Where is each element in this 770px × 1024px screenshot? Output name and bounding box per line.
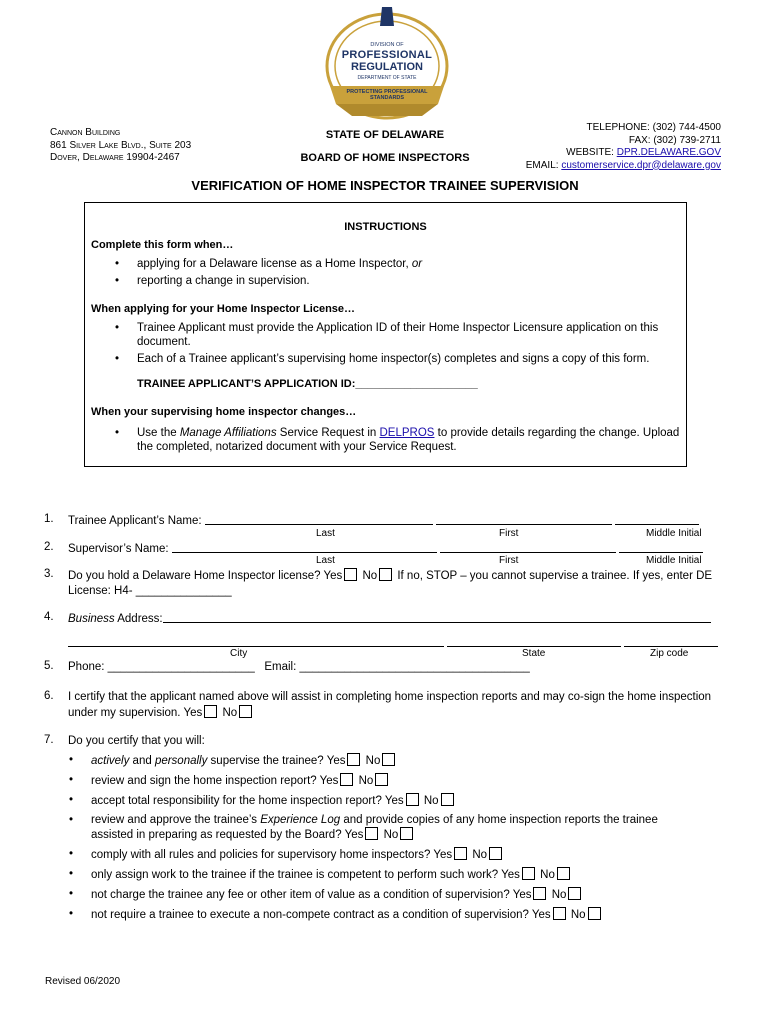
- q7-2-yes-checkbox[interactable]: [340, 773, 353, 786]
- complete-when-list: [91, 257, 681, 291]
- q2-mi-label: Middle Initial: [646, 555, 702, 566]
- q3-row: Do you hold a Delaware Home Inspector license? Yes No If no, STOP – you cannot supervise a trainee. If yes, enter DE License: H4- _______________: [68, 570, 713, 597]
- q4-number: 4.: [44, 611, 54, 623]
- q7-7-yes-checkbox[interactable]: [533, 887, 546, 900]
- q7-item-3: • accept total responsibility for the home inspection report? Yes No: [45, 793, 695, 808]
- q7-4-no-checkbox[interactable]: [400, 827, 413, 840]
- phone-field[interactable]: Phone: _______________________: [68, 661, 255, 673]
- instructions-box: [84, 202, 687, 467]
- changes-list: [91, 426, 681, 457]
- delpros-link[interactable]: DELPROS: [379, 427, 435, 439]
- q2-last-label: Last: [316, 555, 335, 566]
- q7-5-yes-checkbox[interactable]: [454, 847, 467, 860]
- q6-no-label: No: [222, 707, 238, 719]
- q2-row: [68, 541, 730, 557]
- address-line3: Dover, Delaware 19904-2467: [50, 152, 180, 163]
- q1-label: Trainee Applicant’s Name:: [68, 515, 205, 527]
- city-label: City: [230, 648, 248, 659]
- q6-number: 6.: [44, 690, 54, 702]
- applying-heading: When applying for your Home Inspector License…: [91, 303, 356, 315]
- q3-yes-label: Yes: [323, 570, 343, 582]
- q7-item-6: • only assign work to the trainee if the trainee is competent to perform such work? Yes No: [45, 867, 695, 882]
- revision-date: Revised 06/2020: [45, 976, 121, 987]
- q3-yes-checkbox[interactable]: [344, 568, 357, 581]
- list-item: • reporting a change in supervision.: [91, 274, 681, 288]
- applying-list: [91, 321, 661, 369]
- q7-3-no-checkbox[interactable]: [441, 793, 454, 806]
- q6-no-checkbox[interactable]: [239, 705, 252, 718]
- q7-7-no-checkbox[interactable]: [568, 887, 581, 900]
- q7-item-8: • not require a trainee to execute a non-compete contract as a condition of supervision? Yes No: [45, 907, 695, 922]
- q5-row: [68, 660, 730, 675]
- email-field[interactable]: Email: ____________________________________: [264, 661, 530, 673]
- q4-label-italic: Business: [68, 613, 115, 625]
- state-field[interactable]: [447, 635, 621, 647]
- website-row: [461, 147, 721, 160]
- email-row: [461, 160, 721, 173]
- city-field[interactable]: [68, 635, 444, 647]
- contact-block: [461, 122, 721, 172]
- q4-row: [68, 611, 730, 627]
- office-address: [50, 127, 191, 165]
- q3-no-label: No: [362, 570, 378, 582]
- supervisor-first-name-field[interactable]: [440, 541, 616, 553]
- email-label: EMAIL:: [525, 159, 562, 171]
- q2-first-label: First: [499, 555, 519, 566]
- q6-row: I certify that the applicant named above will assist in completing home inspection reports and may co-sign the home inspection under my supervision. Yes No: [68, 691, 712, 719]
- q7-5-no-checkbox[interactable]: [489, 847, 502, 860]
- website-label: WEBSITE:: [566, 147, 617, 158]
- q7-4-yes-checkbox[interactable]: [365, 827, 378, 840]
- board-title: BOARD OF HOME INSPECTORS: [300, 152, 470, 164]
- q7-3-yes-checkbox[interactable]: [406, 793, 419, 806]
- list-item: • applying for a Delaware license as a Home Inspector, or: [91, 257, 681, 271]
- q7-1-no-checkbox[interactable]: [382, 753, 395, 766]
- list-item: • Use the Manage Affiliations Service Request in DELPROS to provide details regarding the change. Upload the completed, notarized document with your Service Request.: [91, 426, 681, 454]
- q5-number: 5.: [44, 660, 54, 672]
- q3-license-text: If no, STOP – you cannot supervise a trainee. If yes, enter DE License: H4- _______________: [68, 570, 713, 597]
- q7-item-2: • review and sign the home inspection report? Yes No: [45, 773, 695, 788]
- website-link[interactable]: DPR.DELAWARE.GOV: [616, 147, 721, 158]
- telephone: TELEPHONE: (302) 744-4500: [586, 122, 721, 133]
- q6-yes-label: Yes: [183, 707, 203, 719]
- logo-line3: REGULATION: [351, 61, 423, 73]
- q7-heading: Do you certify that you will:: [68, 735, 205, 747]
- q2-number: 2.: [44, 541, 54, 553]
- application-id-field[interactable]: TRAINEE APPLICANT’S APPLICATION ID:____________________: [137, 378, 478, 390]
- trainee-first-name-field[interactable]: [436, 513, 612, 525]
- q7-item-1: • actively and personally supervise the trainee? Yes No: [45, 753, 695, 768]
- q1-last-label: Last: [316, 528, 335, 539]
- q1-first-label: First: [499, 528, 519, 539]
- q7-number: 7.: [44, 734, 54, 746]
- business-address-field[interactable]: [163, 611, 711, 623]
- q7-6-no-checkbox[interactable]: [557, 867, 570, 880]
- logo-line1: DIVISION OF: [370, 42, 404, 48]
- fax: FAX: (302) 739-2711: [628, 134, 721, 146]
- dpr-logo: [322, 4, 452, 124]
- q7-item-4: • review and approve the trainee’s Experience Log and provide copies of any home inspection reports the trainee assisted in preparing as requested by the Board? Yes No: [45, 813, 695, 842]
- address-line2: 861 Silver Lake Blvd., Suite 203: [50, 139, 192, 151]
- email-link[interactable]: customerservice.dpr@delaware.gov: [561, 159, 721, 171]
- q1-row: [68, 513, 730, 529]
- q3-no-checkbox[interactable]: [379, 568, 392, 581]
- q3-number: 3.: [44, 568, 54, 580]
- q6-yes-checkbox[interactable]: [204, 705, 217, 718]
- list-item: • Trainee Applicant must provide the Application ID of their Home Inspector Licensure application on this document.: [91, 321, 661, 349]
- q7-list: [45, 753, 695, 927]
- zip-label: Zip code: [650, 648, 689, 659]
- supervisor-middle-initial-field[interactable]: [619, 541, 703, 553]
- q7-2-no-checkbox[interactable]: [375, 773, 388, 786]
- state-title: STATE OF DELAWARE: [325, 129, 445, 141]
- q2-label: Supervisor’s Name:: [68, 543, 172, 555]
- q7-8-yes-checkbox[interactable]: [553, 907, 566, 920]
- logo-line4: DEPARTMENT OF STATE: [357, 75, 417, 81]
- q1-number: 1.: [44, 513, 54, 525]
- logo-banner-text: PROTECTING PROFESSIONAL STANDARDS: [346, 89, 428, 101]
- trainee-middle-initial-field[interactable]: [615, 513, 699, 525]
- q1-mi-label: Middle Initial: [646, 528, 702, 539]
- q4-row2: [68, 635, 718, 649]
- state-label: State: [522, 648, 546, 659]
- q7-1-yes-checkbox[interactable]: [347, 753, 360, 766]
- complete-when-heading: Complete this form when…: [91, 239, 234, 251]
- trainee-last-name-field[interactable]: [205, 513, 433, 525]
- q7-6-yes-checkbox[interactable]: [522, 867, 535, 880]
- changes-heading: When your supervising home inspector changes…: [91, 406, 357, 418]
- list-item: • Each of a Trainee applicant’s supervising home inspector(s) completes and signs a copy of this form.: [91, 352, 661, 366]
- q4-label: Address:: [114, 613, 163, 625]
- form-title: VERIFICATION OF HOME INSPECTOR TRAINEE SUPERVISION: [191, 178, 579, 193]
- q7-item-5: • comply with all rules and policies for supervisory home inspectors? Yes No: [45, 847, 695, 862]
- supervisor-last-name-field[interactable]: [172, 541, 437, 553]
- address-line1: Cannon Building: [50, 127, 121, 138]
- instructions-heading: INSTRUCTIONS: [344, 221, 427, 233]
- logo-line2: PROFESSIONAL: [341, 49, 433, 61]
- q7-item-7: • not charge the trainee any fee or other item of value as a condition of supervision? Yes No: [45, 887, 695, 902]
- zip-field[interactable]: [624, 635, 718, 647]
- q7-8-no-checkbox[interactable]: [588, 907, 601, 920]
